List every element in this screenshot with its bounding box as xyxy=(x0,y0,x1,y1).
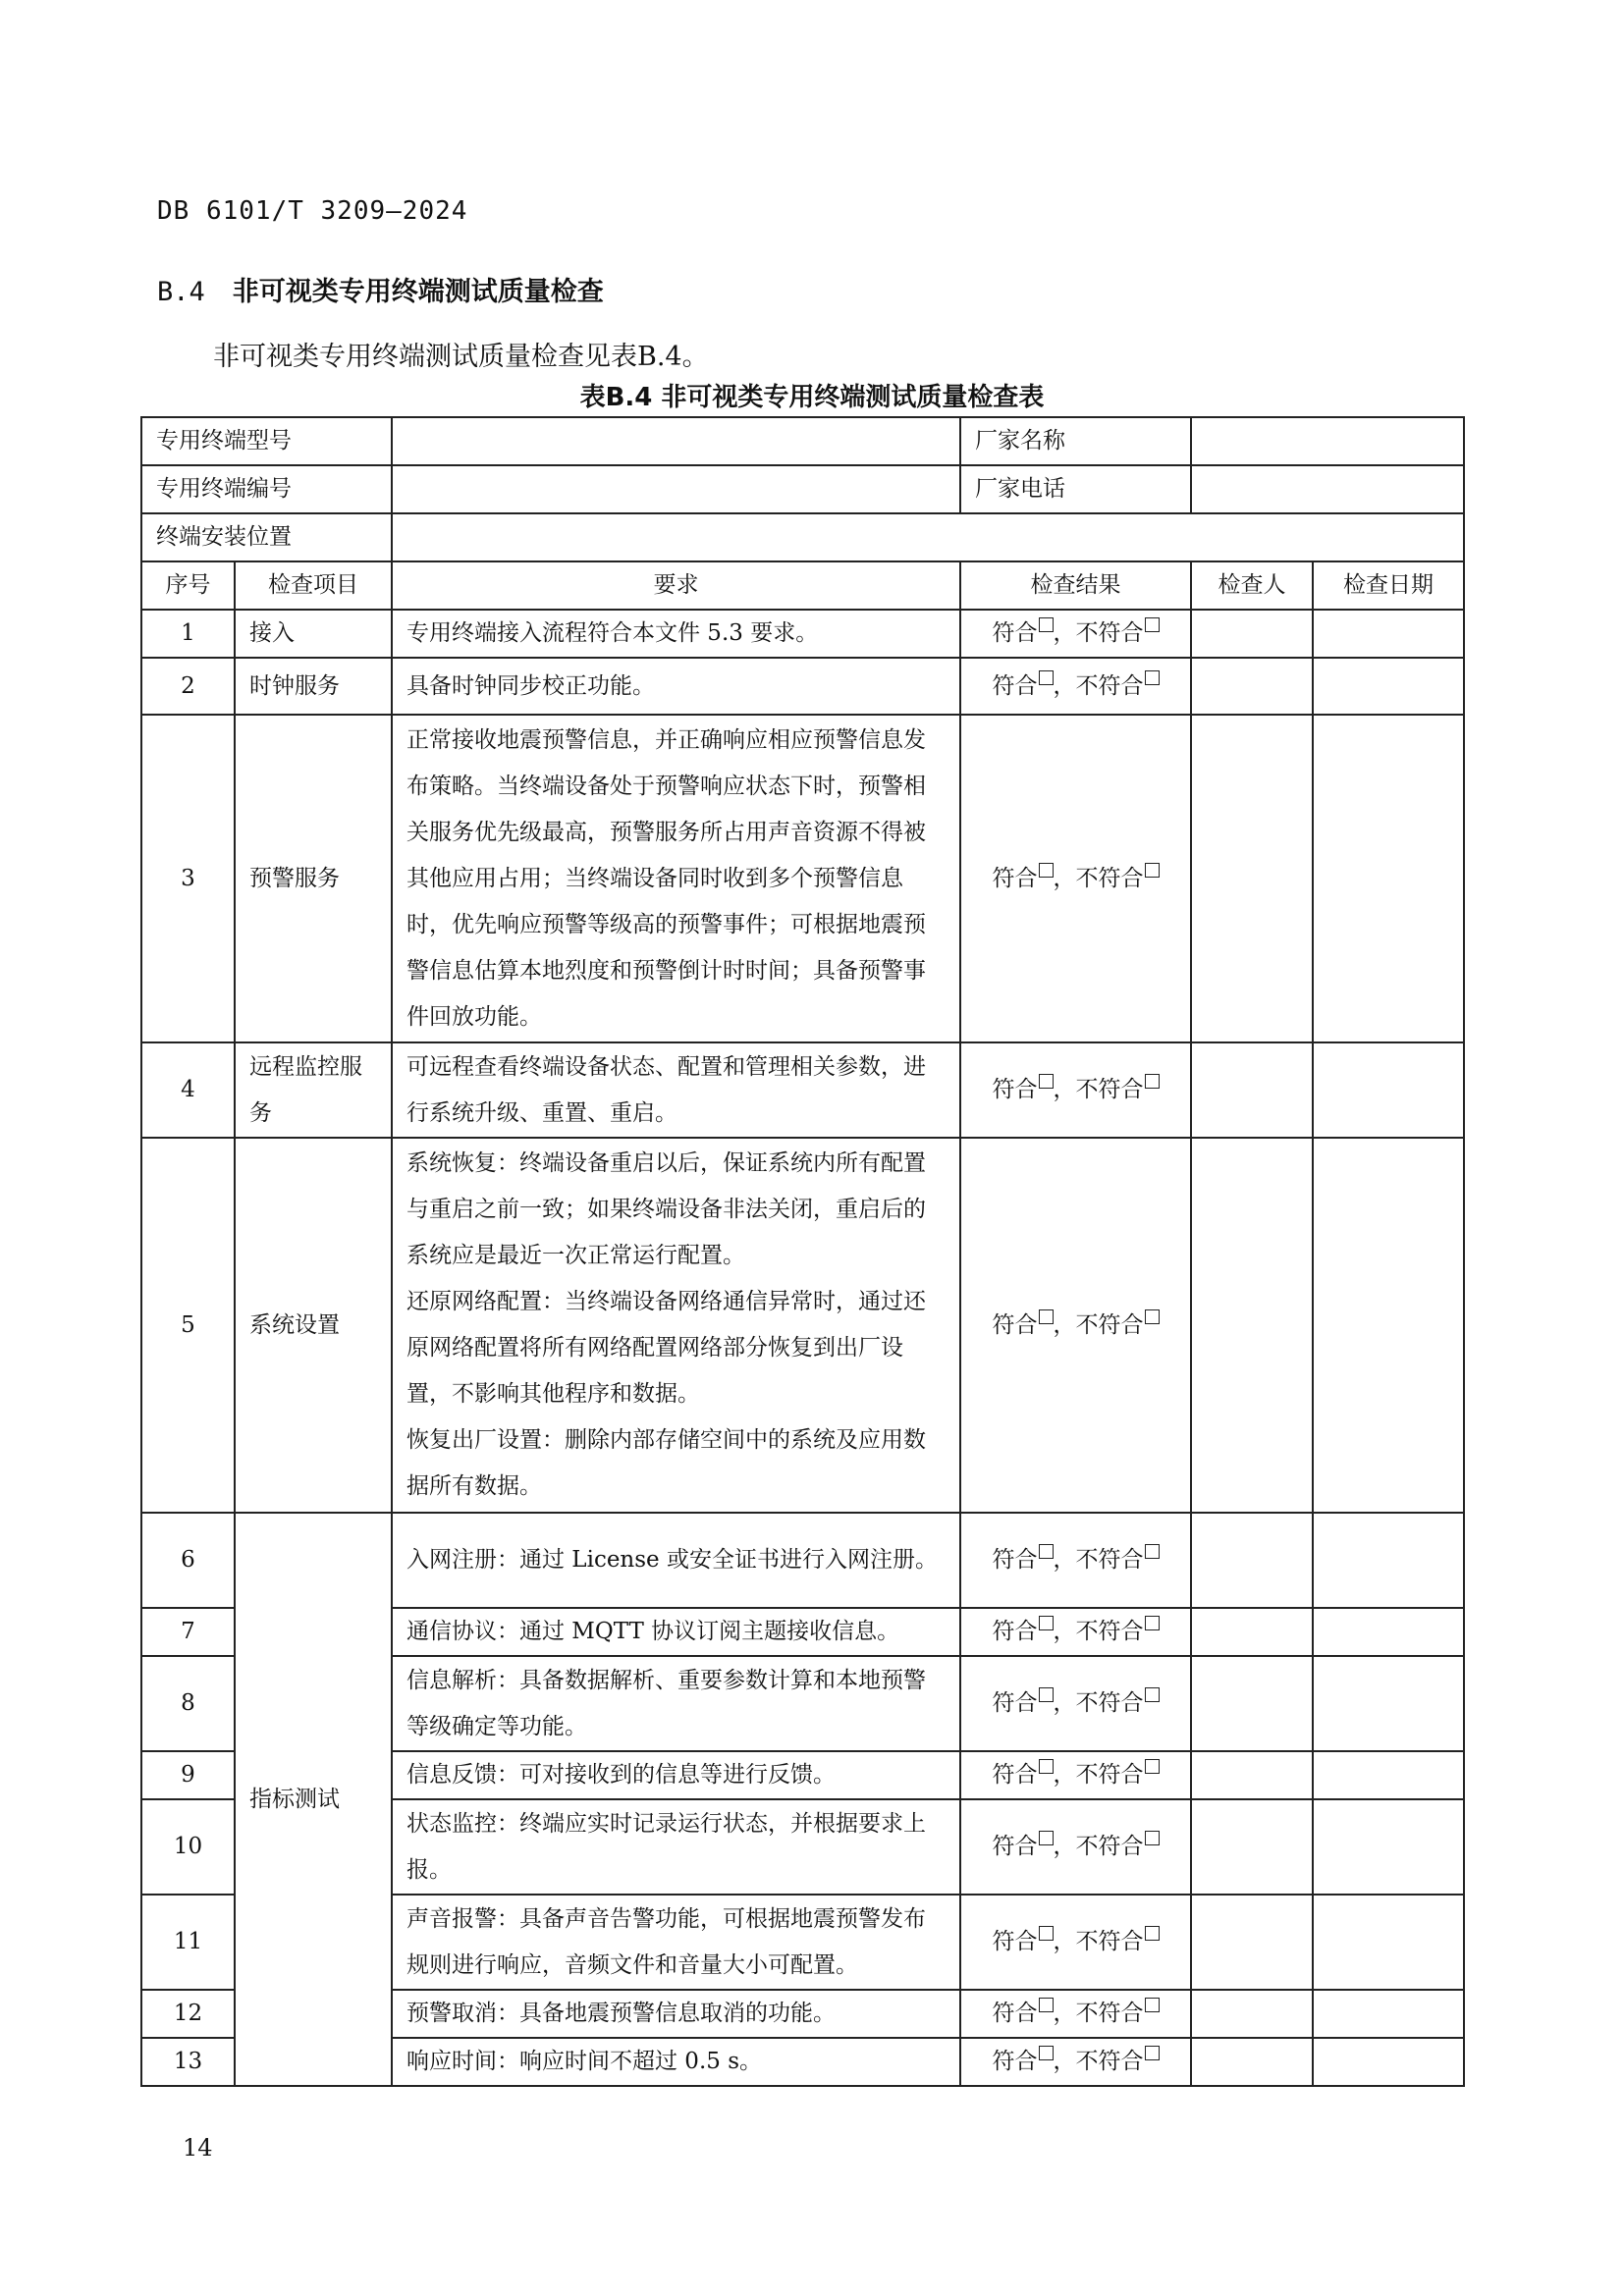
fail-checkbox[interactable] xyxy=(1145,1074,1160,1089)
row-requirement: 预警取消：具备地震预警信息取消的功能。 xyxy=(392,1990,960,2038)
row-date[interactable] xyxy=(1313,658,1464,715)
model-label: 专用终端型号 xyxy=(141,417,392,465)
result-separator: ， xyxy=(1053,620,1076,646)
fail-checkbox[interactable] xyxy=(1145,670,1160,685)
row-seq: 3 xyxy=(141,715,235,1042)
row-requirement: 声音报警：具备声音告警功能，可根据地震预警发布规则进行响应，音频文件和音量大小可配置。 xyxy=(392,1895,960,1990)
row-seq: 11 xyxy=(141,1895,235,1990)
row-seq: 2 xyxy=(141,658,235,715)
fail-label: 不符合 xyxy=(1075,1311,1144,1338)
requirement-paragraph: 系统恢复：终端设备重启以后，保证系统内所有配置与重启之前一致；如果终端设备非法关闭，重启后的系统应是最近一次正常运行配置。 xyxy=(406,1150,926,1268)
row-date[interactable] xyxy=(1313,1608,1464,1656)
table-row xyxy=(141,715,1464,1042)
row-date[interactable] xyxy=(1313,1042,1464,1138)
row-date[interactable] xyxy=(1313,1656,1464,1751)
pass-checkbox[interactable] xyxy=(1039,863,1054,878)
maker-value[interactable] xyxy=(1191,417,1464,465)
result-separator: ， xyxy=(1053,1077,1076,1102)
row-requirement: 通信协议：通过 MQTT 协议订阅主题接收信息。 xyxy=(392,1608,960,1656)
row-seq: 4 xyxy=(141,1042,235,1138)
section-intro: 非可视类专用终端测试质量检查见表B.4。 xyxy=(213,342,709,372)
location-label: 终端安装位置 xyxy=(141,513,392,561)
row-item: 远程监控服务 xyxy=(235,1042,392,1138)
result-separator: ， xyxy=(1053,1311,1076,1338)
fail-label: 不符合 xyxy=(1075,1077,1144,1102)
row-date[interactable] xyxy=(1313,1513,1464,1608)
pass-checkbox[interactable] xyxy=(1039,1616,1054,1630)
fail-checkbox[interactable] xyxy=(1145,617,1160,632)
result-separator: ， xyxy=(1053,2001,1076,2026)
row-result xyxy=(960,2038,1191,2086)
row-seq: 12 xyxy=(141,1990,235,2038)
row-date[interactable] xyxy=(1313,610,1464,658)
row-result xyxy=(960,1608,1191,1656)
row-seq: 13 xyxy=(141,2038,235,2086)
table-row xyxy=(141,610,1464,658)
result-separator: ， xyxy=(1053,1690,1076,1716)
row-result xyxy=(960,1751,1191,1799)
pass-label: 符合 xyxy=(992,2001,1038,2026)
column-header-requirement: 要求 xyxy=(392,561,960,610)
fail-checkbox[interactable] xyxy=(1145,2046,1160,2060)
section-number: B.4 xyxy=(157,277,205,307)
phone-label: 厂家电话 xyxy=(960,465,1191,513)
table-row xyxy=(141,1138,1464,1513)
row-inspector[interactable] xyxy=(1191,610,1313,658)
pass-checkbox[interactable] xyxy=(1039,2046,1054,2060)
row-seq: 7 xyxy=(141,1608,235,1656)
result-separator: ， xyxy=(1053,1547,1076,1573)
pass-checkbox[interactable] xyxy=(1039,1074,1054,1089)
row-inspector[interactable] xyxy=(1191,1656,1313,1751)
fail-checkbox[interactable] xyxy=(1145,1998,1160,2012)
row-requirement: 具备时钟同步校正功能。 xyxy=(392,658,960,715)
result-separator: ， xyxy=(1053,1619,1076,1644)
fail-checkbox[interactable] xyxy=(1145,1309,1160,1324)
row-requirement: 正常接收地震预警信息，并正确响应相应预警信息发布策略。当终端设备处于预警响应状态下时，预警相关服务优先级最高，预警服务所占用声音资源不得被其他应用占用；当终端设备同时收到多个预警信息时，优先响应预警等级高的预警事件；可根据地震预警信息估算本地烈度和预警倒计时时间；具备预警事件回放功能。 xyxy=(392,715,960,1042)
result-separator: ， xyxy=(1053,1834,1076,1859)
row-date[interactable] xyxy=(1313,715,1464,1042)
fail-checkbox[interactable] xyxy=(1145,1687,1160,1702)
row-inspector[interactable] xyxy=(1191,1751,1313,1799)
pass-checkbox[interactable] xyxy=(1039,1309,1054,1324)
column-header-item: 检查项目 xyxy=(235,561,392,610)
table-body xyxy=(141,610,1464,2086)
phone-value[interactable] xyxy=(1191,465,1464,513)
pass-label: 符合 xyxy=(992,1547,1038,1573)
row-seq: 6 xyxy=(141,1513,235,1608)
pass-label: 符合 xyxy=(992,1690,1038,1716)
row-item: 时钟服务 xyxy=(235,658,392,715)
pass-label: 符合 xyxy=(992,1311,1038,1338)
column-header-seq: 序号 xyxy=(141,561,235,610)
pass-checkbox[interactable] xyxy=(1039,1759,1054,1774)
row-item: 接入 xyxy=(235,610,392,658)
pass-label: 符合 xyxy=(992,1834,1038,1859)
row-seq: 10 xyxy=(141,1799,235,1895)
row-date[interactable] xyxy=(1313,1138,1464,1513)
result-separator: ， xyxy=(1053,1762,1076,1788)
result-separator: ， xyxy=(1053,2049,1076,2074)
row-result xyxy=(960,715,1191,1042)
row-result xyxy=(960,1799,1191,1895)
row-result xyxy=(960,1513,1191,1608)
row-date[interactable] xyxy=(1313,1799,1464,1895)
row-seq: 8 xyxy=(141,1656,235,1751)
row-inspector[interactable] xyxy=(1191,1608,1313,1656)
table-row xyxy=(141,1042,1464,1138)
row-item-group: 指标测试 xyxy=(235,1513,392,2086)
row-seq: 5 xyxy=(141,1138,235,1513)
result-separator: ， xyxy=(1053,1929,1076,1954)
row-item: 系统设置 xyxy=(235,1138,392,1513)
row-seq: 1 xyxy=(141,610,235,658)
section-heading xyxy=(157,270,604,308)
row-result xyxy=(960,1990,1191,2038)
fail-label: 不符合 xyxy=(1075,1619,1144,1644)
pass-checkbox[interactable] xyxy=(1039,1687,1054,1702)
fail-label: 不符合 xyxy=(1075,1690,1144,1716)
row-result xyxy=(960,1895,1191,1990)
table-row xyxy=(141,658,1464,715)
requirement-paragraph: 恢复出厂设置：删除内部存储空间中的系统及应用数据所有数据。 xyxy=(406,1427,926,1499)
pass-label: 符合 xyxy=(992,1762,1038,1788)
pass-checkbox[interactable] xyxy=(1039,1926,1054,1941)
row-result xyxy=(960,658,1191,715)
pass-checkbox[interactable] xyxy=(1039,617,1054,632)
row-item: 预警服务 xyxy=(235,715,392,1042)
pass-label: 符合 xyxy=(992,672,1038,699)
row-result xyxy=(960,1656,1191,1751)
table-caption: 表B.4 非可视类专用终端测试质量检查表 xyxy=(579,383,1045,412)
row-inspector[interactable] xyxy=(1191,715,1313,1042)
fail-label: 不符合 xyxy=(1075,1547,1144,1573)
pass-label: 符合 xyxy=(992,620,1038,646)
pass-label: 符合 xyxy=(992,865,1038,891)
result-separator: ， xyxy=(1053,672,1076,699)
fail-label: 不符合 xyxy=(1075,1834,1144,1859)
row-requirement: 信息反馈：可对接收到的信息等进行反馈。 xyxy=(392,1751,960,1799)
row-requirement xyxy=(392,1138,960,1513)
quality-check-table xyxy=(140,416,1465,2087)
location-value[interactable] xyxy=(392,513,1464,561)
requirement-paragraph: 还原网络配置：当终端设备网络通信异常时，通过还原网络配置将所有网络配置网络部分恢复到出厂设置，不影响其他程序和数据。 xyxy=(406,1289,926,1407)
fail-label: 不符合 xyxy=(1075,620,1144,646)
pass-label: 符合 xyxy=(992,1077,1038,1102)
pass-checkbox[interactable] xyxy=(1039,1544,1054,1559)
pass-checkbox[interactable] xyxy=(1039,1831,1054,1845)
fail-label: 不符合 xyxy=(1075,672,1144,699)
pass-checkbox[interactable] xyxy=(1039,1998,1054,2012)
row-result xyxy=(960,1138,1191,1513)
row-inspector[interactable] xyxy=(1191,1895,1313,1990)
fail-checkbox[interactable] xyxy=(1145,1616,1160,1630)
row-requirement: 入网注册：通过 License 或安全证书进行入网注册。 xyxy=(392,1513,960,1608)
fail-label: 不符合 xyxy=(1075,1762,1144,1788)
maker-label: 厂家名称 xyxy=(960,417,1191,465)
model-value[interactable] xyxy=(392,417,960,465)
fail-checkbox[interactable] xyxy=(1145,1926,1160,1941)
fail-label: 不符合 xyxy=(1075,1929,1144,1954)
row-inspector[interactable] xyxy=(1191,1513,1313,1608)
row-result xyxy=(960,610,1191,658)
row-requirement: 状态监控：终端应实时记录运行状态，并根据要求上报。 xyxy=(392,1799,960,1895)
column-header-inspector: 检查人 xyxy=(1191,561,1313,610)
row-seq: 9 xyxy=(141,1751,235,1799)
serial-value[interactable] xyxy=(392,465,960,513)
fail-checkbox[interactable] xyxy=(1145,1831,1160,1845)
row-inspector[interactable] xyxy=(1191,1990,1313,2038)
document-number: DB 6101/T 3209—2024 xyxy=(157,196,468,226)
row-date[interactable] xyxy=(1313,2038,1464,2086)
result-separator: ， xyxy=(1053,865,1076,891)
row-result xyxy=(960,1042,1191,1138)
pass-label: 符合 xyxy=(992,1619,1038,1644)
fail-label: 不符合 xyxy=(1075,2001,1144,2026)
table-row xyxy=(141,1513,1464,1608)
row-requirement: 可远程查看终端设备状态、配置和管理相关参数，进行系统升级、重置、重启。 xyxy=(392,1042,960,1138)
column-header-date: 检查日期 xyxy=(1313,561,1464,610)
row-requirement: 专用终端接入流程符合本文件 5.3 要求。 xyxy=(392,610,960,658)
row-date[interactable] xyxy=(1313,1751,1464,1799)
fail-label: 不符合 xyxy=(1075,2049,1144,2074)
row-requirement: 响应时间：响应时间不超过 0.5 s。 xyxy=(392,2038,960,2086)
row-inspector[interactable] xyxy=(1191,1799,1313,1895)
row-requirement: 信息解析：具备数据解析、重要参数计算和本地预警等级确定等功能。 xyxy=(392,1656,960,1751)
column-header-result: 检查结果 xyxy=(960,561,1191,610)
pass-label: 符合 xyxy=(992,1929,1038,1954)
fail-checkbox[interactable] xyxy=(1145,1544,1160,1559)
row-inspector[interactable] xyxy=(1191,1138,1313,1513)
row-date[interactable] xyxy=(1313,1895,1464,1990)
row-inspector[interactable] xyxy=(1191,1042,1313,1138)
fail-checkbox[interactable] xyxy=(1145,1759,1160,1774)
pass-label: 符合 xyxy=(992,2049,1038,2074)
row-inspector[interactable] xyxy=(1191,658,1313,715)
pass-checkbox[interactable] xyxy=(1039,670,1054,685)
fail-label: 不符合 xyxy=(1075,865,1144,891)
section-title: 非可视类专用终端测试质量检查 xyxy=(232,277,604,307)
row-inspector[interactable] xyxy=(1191,2038,1313,2086)
page-number: 14 xyxy=(183,2134,213,2162)
row-date[interactable] xyxy=(1313,1990,1464,2038)
serial-label: 专用终端编号 xyxy=(141,465,392,513)
fail-checkbox[interactable] xyxy=(1145,863,1160,878)
